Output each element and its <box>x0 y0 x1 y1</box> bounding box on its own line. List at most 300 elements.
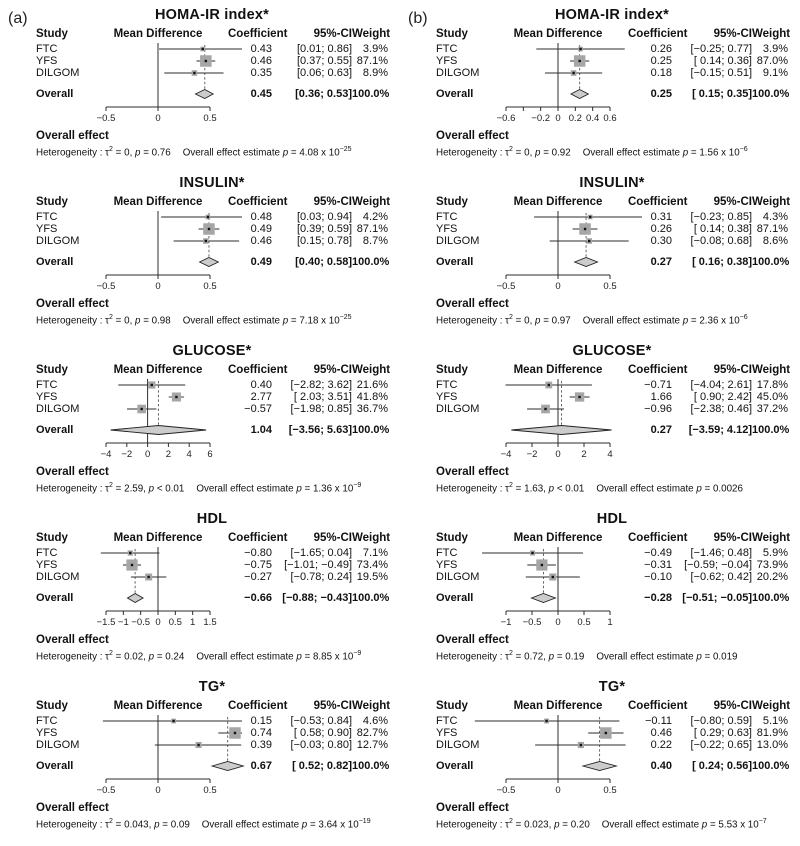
overall-effect-label: Overall effect <box>436 130 509 142</box>
coefficient-value: 0.26 <box>650 43 672 55</box>
header-coefficient: Coefficient <box>628 196 688 208</box>
panel-title: INSULIN* <box>179 175 245 191</box>
ci-value: [−3.56; 5.63] <box>288 424 352 436</box>
weight-value: 100.0% <box>752 256 790 268</box>
coefficient-value: 0.74 <box>250 727 272 739</box>
weight-value: 41.8% <box>356 391 388 403</box>
ci-value: [ 0.29; 0.63] <box>693 727 752 739</box>
estimate-p-value: = 3.64 x 10 <box>307 819 359 831</box>
axis-tick-label: −4 <box>500 449 512 460</box>
study-row <box>436 739 788 751</box>
coefficient-value: −0.31 <box>644 559 672 571</box>
header-mean-difference: Mean Difference <box>513 532 603 544</box>
header-weight: Weight <box>352 28 391 40</box>
weight-value: 5.9% <box>762 547 788 559</box>
overall-effect-label: Overall effect <box>436 466 509 478</box>
weight-value: 36.7% <box>356 403 388 415</box>
header-coefficient: Coefficient <box>228 364 288 376</box>
coefficient-value: −0.27 <box>244 571 272 583</box>
header-coefficient: Coefficient <box>628 532 688 544</box>
p-symbol: p <box>148 651 155 663</box>
weight-value: 20.2% <box>756 571 788 583</box>
plot-spacer <box>488 43 628 55</box>
overall-effect-label: Overall effect <box>36 466 109 478</box>
study-label: FTC <box>36 379 58 391</box>
estimate-exponent: −6 <box>739 146 748 153</box>
plot-spacer <box>88 67 228 79</box>
rows-host <box>36 43 388 101</box>
header-coefficient: Coefficient <box>628 700 688 712</box>
axis-tick-label: 1.5 <box>203 617 217 628</box>
weight-value: 9.1% <box>762 67 788 79</box>
estimate-p-value: = 2.36 x 10 <box>688 315 740 327</box>
overall-effect-label: Overall effect <box>436 634 509 646</box>
coefficient-value: −0.75 <box>244 559 272 571</box>
ci-value: [−2.82; 3.62] <box>290 379 352 391</box>
column-headers <box>36 360 391 376</box>
study-label: FTC <box>436 547 458 559</box>
header-study: Study <box>436 532 468 544</box>
ci-value: [−0.08; 0.68] <box>690 235 752 247</box>
axis-tick-label: −0.2 <box>531 113 551 124</box>
estimate-exponent: −7 <box>758 818 767 825</box>
header-mean-difference: Mean Difference <box>513 700 603 712</box>
column-headers <box>436 192 791 208</box>
rows-host <box>36 211 388 269</box>
heterogeneity-prefix: Heterogeneity : τ <box>436 651 510 663</box>
tau2-value: = 0, <box>512 315 536 327</box>
plot-spacer <box>88 727 228 739</box>
weight-value: 17.8% <box>756 379 788 391</box>
weight-value: 100.0% <box>352 424 390 436</box>
ci-value: [−1.46; 0.48] <box>690 547 752 559</box>
header-mean-difference: Mean Difference <box>113 196 203 208</box>
panels-a <box>36 6 400 829</box>
panel-label-a: (a) <box>8 10 28 27</box>
plot-spacer <box>88 759 228 773</box>
weight-value: 87.1% <box>756 223 788 235</box>
tau-squared-sup: 2 <box>509 650 513 657</box>
plot-spacer <box>88 55 228 67</box>
forest-panel <box>36 678 391 831</box>
plot-spacer <box>488 591 628 605</box>
plot-spacer <box>488 547 628 559</box>
header-coefficient: Coefficient <box>228 700 288 712</box>
header-ci: 95%-CI <box>713 700 752 712</box>
header-weight: Weight <box>752 196 791 208</box>
overall-row <box>436 255 788 269</box>
study-label: DILGOM <box>36 739 80 751</box>
panels-b <box>436 6 800 829</box>
coefficient-value: 0.26 <box>650 223 672 235</box>
weight-value: 45.0% <box>756 391 788 403</box>
study-label: FTC <box>36 211 58 223</box>
study-label: DILGOM <box>436 235 480 247</box>
plot-spacer <box>488 87 628 101</box>
panel-title: INSULIN* <box>579 175 645 191</box>
overall-label: Overall <box>36 424 74 436</box>
study-label: FTC <box>436 715 458 727</box>
study-label: YFS <box>436 391 458 403</box>
column-headers <box>36 192 391 208</box>
heterogeneity-prefix: Heterogeneity : τ <box>36 483 110 495</box>
ci-value: [−0.62; 0.42] <box>690 571 752 583</box>
ci-value: [−0.80; 0.59] <box>690 715 752 727</box>
tau2-value: = 0, <box>112 315 136 327</box>
plot-spacer <box>488 759 628 773</box>
heterogeneity-prefix: Heterogeneity : τ <box>436 147 510 159</box>
panel-title: HDL <box>596 511 628 527</box>
study-row <box>36 559 388 571</box>
plot-spacer <box>88 235 228 247</box>
axis-tick-label: 0.4 <box>586 113 600 124</box>
plot-spacer <box>88 255 228 269</box>
header-ci: 95%-CI <box>713 364 752 376</box>
axis-tick-label: −4 <box>100 449 112 460</box>
coefficient-value: 0.27 <box>650 424 672 436</box>
weight-value: 73.9% <box>756 559 788 571</box>
tau2-value: = 0.023, <box>512 819 555 831</box>
plot-spacer <box>488 235 628 247</box>
study-label: YFS <box>436 223 458 235</box>
column-headers <box>436 696 791 712</box>
overall-row <box>436 591 788 605</box>
coefficient-value: 0.15 <box>250 715 272 727</box>
plot-spacer <box>88 591 228 605</box>
axis-tick-label: −0.5 <box>496 281 516 292</box>
tau-squared-sup: 2 <box>109 818 113 825</box>
het-p-value: = 0.92 <box>540 147 571 159</box>
study-row <box>436 559 788 571</box>
study-row <box>36 55 388 67</box>
header-study: Study <box>436 28 468 40</box>
axis-tick-label: −0.5 <box>96 281 116 292</box>
heterogeneity-line <box>36 816 388 829</box>
plot-area <box>36 43 388 127</box>
axis-tick-label: 0 <box>155 281 161 292</box>
estimate-prefix: Overall effect estimate <box>182 315 283 327</box>
tau-squared-sup: 2 <box>109 650 113 657</box>
study-row <box>36 571 388 583</box>
plot-spacer <box>488 423 628 437</box>
axis-tick-label: 1 <box>190 617 196 628</box>
header-study: Study <box>36 532 68 544</box>
heterogeneity-line <box>436 648 788 661</box>
estimate-p-value: = 1.36 x 10 <box>301 483 354 495</box>
plot-spacer <box>88 559 228 571</box>
header-weight: Weight <box>752 28 791 40</box>
tau-squared-sup: 2 <box>109 482 113 489</box>
ci-value: [−3.59; 4.12] <box>688 424 752 436</box>
study-row <box>436 55 788 67</box>
estimate-exponent: −19 <box>358 818 371 825</box>
plot-spacer <box>88 211 228 223</box>
p-symbol: p <box>135 315 141 327</box>
tau-squared-sup: 2 <box>109 314 113 321</box>
tau-squared-sup: 2 <box>509 482 513 489</box>
coefficient-value: −0.57 <box>244 403 272 415</box>
header-ci: 95%-CI <box>313 532 352 544</box>
overall-label: Overall <box>36 88 74 100</box>
overall-row <box>36 255 388 269</box>
weight-value: 100.0% <box>752 760 790 772</box>
weight-value: 87.1% <box>356 55 388 67</box>
weight-value: 87.0% <box>756 55 788 67</box>
panel-label-b: (b) <box>408 10 428 27</box>
plot-spacer <box>488 391 628 403</box>
rows-host <box>436 715 788 773</box>
axis-tick-label: 0 <box>555 281 561 292</box>
column-headers <box>436 528 791 544</box>
plot-spacer <box>88 379 228 391</box>
heterogeneity-line <box>36 648 388 661</box>
tau2-value: = 0, <box>512 147 536 159</box>
weight-value: 4.6% <box>362 715 388 727</box>
p-symbol: p <box>696 483 702 495</box>
axis-tick-label: 0.5 <box>603 281 617 292</box>
study-row <box>436 67 788 79</box>
forest-panel <box>436 174 791 327</box>
axis-tick-label: 0.5 <box>203 281 217 292</box>
header-study: Study <box>436 196 468 208</box>
heterogeneity-line <box>436 816 788 829</box>
study-label: YFS <box>436 727 458 739</box>
ci-value: [ 0.52; 0.82] <box>292 760 352 772</box>
heterogeneity-prefix: Heterogeneity : τ <box>36 315 110 327</box>
header-study: Study <box>436 700 468 712</box>
ci-value: [ 0.14; 0.38] <box>693 223 752 235</box>
plot-spacer <box>88 715 228 727</box>
overall-row <box>436 759 788 773</box>
coefficient-value: 0.25 <box>650 88 672 100</box>
weight-value: 100.0% <box>752 88 790 100</box>
axis-tick-label: −0.5 <box>522 617 542 628</box>
header-coefficient: Coefficient <box>628 28 688 40</box>
axis-tick-label: 0 <box>555 113 561 124</box>
study-row <box>36 211 388 223</box>
panel-title: HDL <box>196 511 228 527</box>
study-label: FTC <box>436 379 458 391</box>
tau-squared-sup: 2 <box>109 146 113 153</box>
study-label: YFS <box>436 559 458 571</box>
study-label: DILGOM <box>36 403 80 415</box>
column-headers <box>36 696 391 712</box>
weight-value: 3.9% <box>762 43 788 55</box>
plot-spacer <box>488 379 628 391</box>
overall-row <box>436 87 788 101</box>
estimate-exponent: −9 <box>353 650 362 657</box>
estimate-exponent: −9 <box>353 482 362 489</box>
plot-area <box>436 43 788 127</box>
weight-value: 4.2% <box>362 211 388 223</box>
plot-spacer <box>88 223 228 235</box>
estimate-prefix: Overall effect estimate <box>582 315 683 327</box>
column-headers <box>436 360 791 376</box>
estimate-p-value: = 8.85 x 10 <box>301 651 354 663</box>
study-label: YFS <box>36 223 58 235</box>
het-p-value: = 0.24 <box>154 651 185 663</box>
axis-tick-label: 2 <box>165 449 172 460</box>
axis-tick-label: 0.6 <box>603 113 617 124</box>
weight-value: 37.2% <box>756 403 788 415</box>
study-row <box>36 43 388 55</box>
coefficient-value: 0.49 <box>250 223 272 235</box>
study-label: DILGOM <box>436 739 480 751</box>
plot-spacer <box>488 727 628 739</box>
rows-host <box>36 379 388 437</box>
plot-area <box>36 547 388 631</box>
weight-value: 81.9% <box>756 727 788 739</box>
study-label: DILGOM <box>436 403 480 415</box>
weight-value: 100.0% <box>352 760 390 772</box>
study-row <box>436 43 788 55</box>
study-row <box>436 235 788 247</box>
weight-value: 8.7% <box>362 235 388 247</box>
p-symbol: p <box>701 819 708 831</box>
study-row <box>436 211 788 223</box>
forest-panel <box>36 6 391 159</box>
study-row <box>436 391 788 403</box>
plot-spacer <box>488 67 628 79</box>
study-row <box>36 67 388 79</box>
heterogeneity-prefix: Heterogeneity : τ <box>436 483 510 495</box>
ci-value: [−4.04; 2.61] <box>690 379 752 391</box>
overall-effect-label: Overall effect <box>436 298 509 310</box>
plot-spacer <box>88 739 228 751</box>
axis-tick-label: −2 <box>121 449 133 460</box>
ci-value: [ 0.90; 2.42] <box>693 391 752 403</box>
coefficient-value: −0.28 <box>644 592 672 604</box>
study-row <box>436 547 788 559</box>
overall-label <box>436 423 488 437</box>
weight-value: 100.0% <box>352 592 390 604</box>
tau2-value: = 0.72, <box>512 651 549 663</box>
overall-label: Overall <box>436 88 474 100</box>
study-row <box>36 403 388 415</box>
weight-value: 13.0% <box>756 739 788 751</box>
axis-tick-label: 0.5 <box>168 617 182 628</box>
header-mean-difference: Mean Difference <box>113 28 203 40</box>
tau2-value: = 1.63, <box>512 483 549 495</box>
plot-spacer <box>88 403 228 415</box>
plot-area <box>436 547 788 631</box>
weight-value: 8.6% <box>762 235 788 247</box>
study-label: YFS <box>36 559 58 571</box>
p-symbol: p <box>282 315 289 327</box>
column-headers <box>436 24 791 40</box>
forest-panel <box>36 174 391 327</box>
heterogeneity-prefix: Heterogeneity : τ <box>36 651 110 663</box>
coefficient-value: 0.18 <box>650 67 672 79</box>
heterogeneity-line <box>36 312 388 325</box>
p-symbol: p <box>548 483 555 495</box>
coefficient-value: 0.30 <box>650 235 672 247</box>
study-row <box>436 727 788 739</box>
plot-spacer <box>488 55 628 67</box>
p-symbol: p <box>535 147 541 159</box>
study-row <box>436 379 788 391</box>
coefficient-value: −0.96 <box>644 403 672 415</box>
p-symbol: p <box>696 651 702 663</box>
column-headers <box>36 24 391 40</box>
overall-effect-label: Overall effect <box>36 634 109 646</box>
axis-tick-label: 0 <box>555 617 561 628</box>
ci-value: [ 2.03; 3.51] <box>293 391 352 403</box>
header-mean-difference: Mean Difference <box>513 196 603 208</box>
axis-tick-label: 0 <box>155 113 161 124</box>
axis-tick-label: −2 <box>526 449 538 460</box>
het-p-value: = 0.76 <box>140 147 171 159</box>
coefficient-value: 0.46 <box>250 55 272 67</box>
column-b <box>400 0 800 846</box>
plot-area <box>36 379 388 463</box>
study-row <box>436 715 788 727</box>
study-label: FTC <box>436 43 458 55</box>
coefficient-value: 2.77 <box>250 391 272 403</box>
ci-value: [−0.78; 0.24] <box>290 571 352 583</box>
weight-value: 7.1% <box>362 547 388 559</box>
plot-spacer <box>88 391 228 403</box>
study-label: FTC <box>36 43 58 55</box>
study-label: DILGOM <box>36 571 80 583</box>
study-label: YFS <box>36 391 58 403</box>
estimate-p-value: = 0.0026 <box>701 483 743 495</box>
estimate-exponent: −25 <box>339 314 352 321</box>
plot-spacer <box>88 87 228 101</box>
weight-value: 8.9% <box>362 67 388 79</box>
plot-spacer <box>88 571 228 583</box>
study-row <box>436 571 788 583</box>
header-study: Study <box>36 700 68 712</box>
plot-spacer <box>488 223 628 235</box>
overall-row <box>36 591 388 605</box>
rows-host <box>36 715 388 773</box>
estimate-prefix: Overall effect estimate <box>596 483 697 495</box>
overall-label: Overall <box>436 592 474 604</box>
tau2-value: = 2.59, <box>112 483 149 495</box>
ci-value: [−0.25; 0.77] <box>690 43 752 55</box>
weight-value: 87.1% <box>356 223 388 235</box>
overall-label: Overall <box>36 256 74 268</box>
p-symbol: p <box>154 819 160 831</box>
header-ci: 95%-CI <box>713 28 752 40</box>
heterogeneity-prefix: Heterogeneity : τ <box>36 819 110 831</box>
weight-value: 100.0% <box>352 256 390 268</box>
axis-tick-label: 0 <box>155 785 161 796</box>
het-p-value: < 0.01 <box>154 483 185 495</box>
header-study: Study <box>36 196 68 208</box>
weight-value: 19.5% <box>356 571 388 583</box>
weight-value: 3.9% <box>362 43 388 55</box>
coefficient-value: 0.31 <box>650 211 672 223</box>
ci-value: [ 0.14; 0.36] <box>693 55 752 67</box>
estimate-prefix: Overall effect estimate <box>201 819 302 831</box>
study-label: DILGOM <box>436 67 480 79</box>
plot-spacer <box>88 547 228 559</box>
estimate-p-value: = 0.019 <box>701 651 738 663</box>
coefficient-value: −0.66 <box>244 592 272 604</box>
coefficient-value: −0.49 <box>644 547 672 559</box>
study-row <box>36 547 388 559</box>
coefficient-value: 0.49 <box>250 256 272 268</box>
het-p-value: = 0.09 <box>159 819 190 831</box>
coefficient-value: −0.10 <box>644 571 672 583</box>
rows-host <box>436 379 788 437</box>
study-label: DILGOM <box>36 67 80 79</box>
coefficient-value: 0.46 <box>650 727 672 739</box>
weight-value: 100.0% <box>352 88 390 100</box>
overall-label: Overall <box>436 760 474 772</box>
